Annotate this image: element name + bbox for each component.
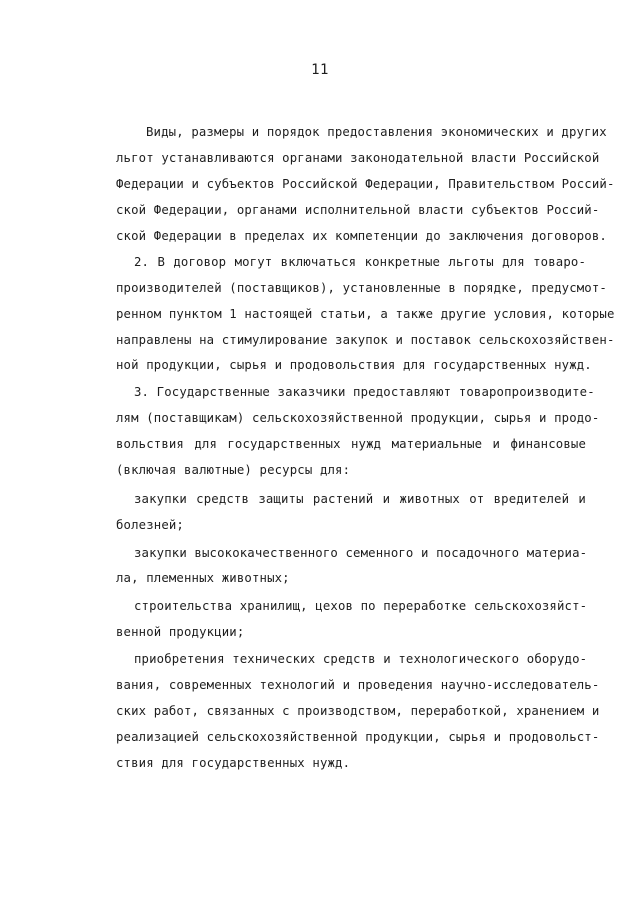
text-line: ной продукции, сырья и продовольствия для государственных нужд. [116, 358, 592, 372]
text-line: реализацией сельскохозяйственной продукции, сырья и продовольст- [116, 730, 600, 744]
text-line: строительства хранилищ, цехов по переработке сельскохозяйст- [134, 599, 588, 613]
text-line: венной продукции; [116, 625, 245, 639]
text-line: вольствия для государственных нужд материальные и финансовые [116, 437, 586, 451]
text-line: производителей (поставщиков), установленные в порядке, предусмот- [116, 281, 607, 295]
text-line: приобретения технических средств и технологического оборудо- [134, 652, 588, 666]
text-line: ла, племенных животных; [116, 571, 290, 585]
text-line: ской Федерации, органами исполнительной власти субъектов Россий- [116, 203, 600, 217]
text-line: ских работ, связанных с производством, переработкой, хранением и [116, 704, 600, 718]
text-line: Виды, размеры и порядок предоставления экономических и других [146, 125, 607, 139]
text-line: (включая валютные) ресурсы для: [116, 463, 351, 477]
page-number: 11 [311, 62, 329, 78]
text-line: болезней; [116, 518, 184, 532]
text-line: ствия для государственных нужд. [116, 756, 351, 770]
text-line: 2. В договор могут включаться конкретные льготы для товаро- [134, 255, 586, 269]
text-line: закупки высококачественного семенного и посадочного материа- [134, 546, 588, 560]
text-line: 3. Государственные заказчики предоставляют товаропроизводите- [134, 385, 595, 399]
text-line: льгот устанавливаются органами законодательной власти Российской [116, 151, 600, 165]
text-line: направлены на стимулирование закупок и поставок сельскохозяйствен- [116, 333, 615, 347]
text-line: вания, современных технологий и проведения научно-исследователь- [116, 678, 600, 692]
text-line: ренном пунктом 1 настоящей статьи, а также другие условия, которые [116, 307, 615, 321]
text-line: закупки средств защиты растений и животных от вредителей и [134, 492, 586, 506]
text-line: Федерации и субъектов Российской Федерации, Правительством Россий- [116, 177, 615, 191]
text-line: ской Федерации в пределах их компетенции до заключения договоров. [116, 229, 607, 243]
text-line: лям (поставщикам) сельскохозяйственной продукции, сырья и продо- [116, 411, 600, 425]
